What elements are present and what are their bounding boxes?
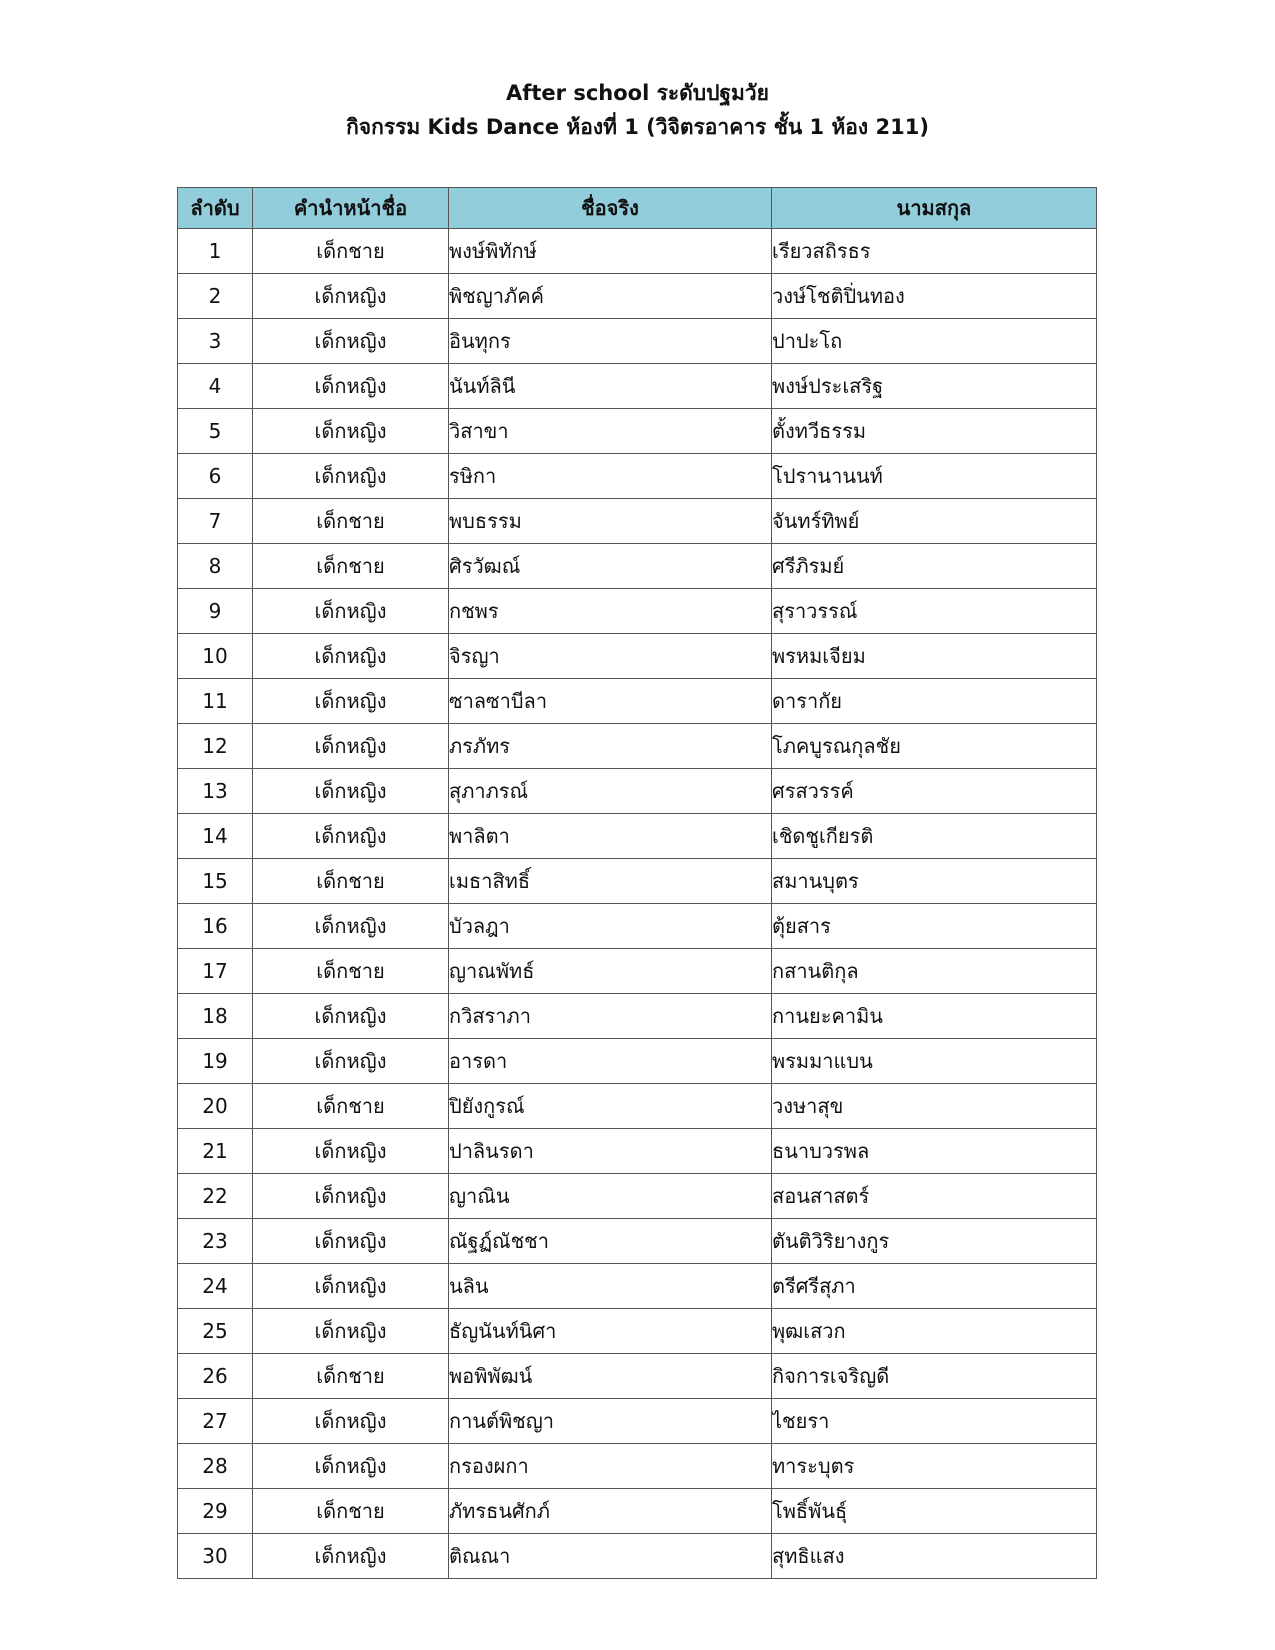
- table-row: [178, 1309, 1097, 1354]
- column-header-number: ลำดับ: [178, 188, 253, 229]
- first-name: นลิน: [449, 1264, 772, 1309]
- table-row: [178, 1219, 1097, 1264]
- table-body: [178, 229, 1097, 1579]
- last-name: สมานบุตร: [772, 859, 1097, 904]
- last-name: กานยะคามิน: [772, 994, 1097, 1039]
- table-row: [178, 1264, 1097, 1309]
- name-prefix: เด็กชาย: [253, 1084, 449, 1129]
- last-name: ตุ้ยสาร: [772, 904, 1097, 949]
- table-row: [178, 1444, 1097, 1489]
- table-row: [178, 859, 1097, 904]
- row-number: 4: [178, 364, 253, 409]
- table-row: [178, 904, 1097, 949]
- table-row: [178, 1534, 1097, 1579]
- first-name: พิชญาภัคค์: [449, 274, 772, 319]
- first-name: ภัทรธนศักภ์: [449, 1489, 772, 1534]
- last-name: ตั้งทวีธรรม: [772, 409, 1097, 454]
- row-number: 30: [178, 1534, 253, 1579]
- row-number: 1: [178, 229, 253, 274]
- first-name: อินทุกร: [449, 319, 772, 364]
- row-number: 6: [178, 454, 253, 499]
- last-name: โปรานานนท์: [772, 454, 1097, 499]
- name-prefix: เด็กหญิง: [253, 364, 449, 409]
- table-row: [178, 1354, 1097, 1399]
- name-prefix: เด็กหญิง: [253, 1444, 449, 1489]
- name-prefix: เด็กหญิง: [253, 1534, 449, 1579]
- table-row: [178, 589, 1097, 634]
- table-row: [178, 814, 1097, 859]
- row-number: 11: [178, 679, 253, 724]
- table-row: [178, 454, 1097, 499]
- row-number: 22: [178, 1174, 253, 1219]
- first-name: ศิรวัฒณ์: [449, 544, 772, 589]
- row-number: 24: [178, 1264, 253, 1309]
- first-name: ญาณิน: [449, 1174, 772, 1219]
- page-title: After school ระดับปฐมวัย: [506, 81, 769, 105]
- last-name: ดารากัย: [772, 679, 1097, 724]
- roster-table: [177, 187, 1097, 1579]
- row-number: 25: [178, 1309, 253, 1354]
- last-name: วงษาสุข: [772, 1084, 1097, 1129]
- first-name: พาลิตา: [449, 814, 772, 859]
- last-name: โพธิ์พันธุ์: [772, 1489, 1097, 1534]
- first-name: ติณณา: [449, 1534, 772, 1579]
- name-prefix: เด็กหญิง: [253, 679, 449, 724]
- name-prefix: เด็กหญิง: [253, 409, 449, 454]
- row-number: 3: [178, 319, 253, 364]
- header-row: [178, 188, 1097, 229]
- row-number: 10: [178, 634, 253, 679]
- table-row: [178, 274, 1097, 319]
- table-row: [178, 364, 1097, 409]
- row-number: 29: [178, 1489, 253, 1534]
- name-prefix: เด็กหญิง: [253, 1219, 449, 1264]
- first-name: บัวลฎา: [449, 904, 772, 949]
- table-row: [178, 949, 1097, 994]
- name-prefix: เด็กหญิง: [253, 1399, 449, 1444]
- last-name: ตรีศรีสุภา: [772, 1264, 1097, 1309]
- name-prefix: เด็กหญิง: [253, 994, 449, 1039]
- page-subtitle: กิจกรรม Kids Dance ห้องที่ 1 (วิจิตรอาคาร ชั้น 1 ห้อง 211): [346, 115, 929, 139]
- name-prefix: เด็กหญิง: [253, 904, 449, 949]
- table-row: [178, 229, 1097, 274]
- last-name: ตันติวิริยางกูร: [772, 1219, 1097, 1264]
- name-prefix: เด็กหญิง: [253, 634, 449, 679]
- last-name: จันทร์ทิพย์: [772, 499, 1097, 544]
- table-row: [178, 409, 1097, 454]
- row-number: 15: [178, 859, 253, 904]
- first-name: ณัฐฏ์ณัชชา: [449, 1219, 772, 1264]
- last-name: ปาปะโถ: [772, 319, 1097, 364]
- row-number: 5: [178, 409, 253, 454]
- row-number: 17: [178, 949, 253, 994]
- page-header: [0, 76, 1275, 144]
- table-row: [178, 994, 1097, 1039]
- last-name: ศรีภิรมย์: [772, 544, 1097, 589]
- first-name: นันท์ลินี: [449, 364, 772, 409]
- row-number: 21: [178, 1129, 253, 1174]
- table-header: [178, 188, 1097, 229]
- first-name: พบธรรม: [449, 499, 772, 544]
- first-name: ปิยังกูรณ์: [449, 1084, 772, 1129]
- last-name: พุฒเสวก: [772, 1309, 1097, 1354]
- name-prefix: เด็กชาย: [253, 1489, 449, 1534]
- row-number: 8: [178, 544, 253, 589]
- last-name: สุทธิแสง: [772, 1534, 1097, 1579]
- first-name: จิรญา: [449, 634, 772, 679]
- first-name: ภรภัทร: [449, 724, 772, 769]
- row-number: 12: [178, 724, 253, 769]
- row-number: 18: [178, 994, 253, 1039]
- first-name: กรองผกา: [449, 1444, 772, 1489]
- column-header-first-name: ชื่อจริง: [449, 188, 772, 229]
- table-row: [178, 1039, 1097, 1084]
- row-number: 7: [178, 499, 253, 544]
- table-row: [178, 724, 1097, 769]
- last-name: กสานติกุล: [772, 949, 1097, 994]
- first-name: รษิกา: [449, 454, 772, 499]
- name-prefix: เด็กชาย: [253, 229, 449, 274]
- name-prefix: เด็กหญิง: [253, 319, 449, 364]
- first-name: ปาลินรดา: [449, 1129, 772, 1174]
- table-row: [178, 1489, 1097, 1534]
- row-number: 16: [178, 904, 253, 949]
- table-row: [178, 1084, 1097, 1129]
- last-name: วงษ์โชติปิ่นทอง: [772, 274, 1097, 319]
- first-name: สุภาภรณ์: [449, 769, 772, 814]
- name-prefix: เด็กชาย: [253, 1354, 449, 1399]
- row-number: 26: [178, 1354, 253, 1399]
- table-row: [178, 544, 1097, 589]
- first-name: พงษ์พิทักษ์: [449, 229, 772, 274]
- name-prefix: เด็กหญิง: [253, 769, 449, 814]
- name-prefix: เด็กชาย: [253, 859, 449, 904]
- name-prefix: เด็กหญิง: [253, 724, 449, 769]
- row-number: 2: [178, 274, 253, 319]
- row-number: 27: [178, 1399, 253, 1444]
- last-name: เชิดชูเกียรติ: [772, 814, 1097, 859]
- last-name: พงษ์ประเสริฐ: [772, 364, 1097, 409]
- first-name: ซาลซาบีลา: [449, 679, 772, 724]
- name-prefix: เด็กชาย: [253, 499, 449, 544]
- last-name: กิจการเจริญดี: [772, 1354, 1097, 1399]
- last-name: พรมมาแบน: [772, 1039, 1097, 1084]
- row-number: 23: [178, 1219, 253, 1264]
- name-prefix: เด็กหญิง: [253, 1264, 449, 1309]
- table-row: [178, 1129, 1097, 1174]
- row-number: 9: [178, 589, 253, 634]
- last-name: โภคบูรณกุลชัย: [772, 724, 1097, 769]
- first-name: ธัญนันท์นิศา: [449, 1309, 772, 1354]
- last-name: สอนสาสตร์: [772, 1174, 1097, 1219]
- table-row: [178, 679, 1097, 724]
- name-prefix: เด็กหญิง: [253, 1309, 449, 1354]
- last-name: สุราวรรณ์: [772, 589, 1097, 634]
- first-name: เมธาสิทธิ์: [449, 859, 772, 904]
- last-name: ศรสวรรค์: [772, 769, 1097, 814]
- table-row: [178, 634, 1097, 679]
- table-row: [178, 1174, 1097, 1219]
- name-prefix: เด็กชาย: [253, 949, 449, 994]
- row-number: 20: [178, 1084, 253, 1129]
- name-prefix: เด็กหญิง: [253, 1039, 449, 1084]
- name-prefix: เด็กหญิง: [253, 589, 449, 634]
- first-name: กานต์พิชญา: [449, 1399, 772, 1444]
- last-name: ธนาบวรพล: [772, 1129, 1097, 1174]
- last-name: เรียวสถิรธร: [772, 229, 1097, 274]
- name-prefix: เด็กหญิง: [253, 1174, 449, 1219]
- row-number: 14: [178, 814, 253, 859]
- first-name: อารดา: [449, 1039, 772, 1084]
- table-row: [178, 1399, 1097, 1444]
- row-number: 13: [178, 769, 253, 814]
- first-name: วิสาขา: [449, 409, 772, 454]
- column-header-last-name: นามสกุล: [772, 188, 1097, 229]
- name-prefix: เด็กหญิง: [253, 274, 449, 319]
- table-row: [178, 769, 1097, 814]
- name-prefix: เด็กหญิง: [253, 454, 449, 499]
- last-name: ไชยรา: [772, 1399, 1097, 1444]
- first-name: ญาณพัทธ์: [449, 949, 772, 994]
- last-name: พรหมเจียม: [772, 634, 1097, 679]
- row-number: 28: [178, 1444, 253, 1489]
- row-number: 19: [178, 1039, 253, 1084]
- table-row: [178, 499, 1097, 544]
- column-header-prefix: คำนำหน้าชื่อ: [253, 188, 449, 229]
- table-row: [178, 319, 1097, 364]
- name-prefix: เด็กชาย: [253, 544, 449, 589]
- last-name: ทาระบุตร: [772, 1444, 1097, 1489]
- name-prefix: เด็กหญิง: [253, 814, 449, 859]
- first-name: พอพิพัฒน์: [449, 1354, 772, 1399]
- name-prefix: เด็กหญิง: [253, 1129, 449, 1174]
- first-name: กวิสราภา: [449, 994, 772, 1039]
- first-name: กชพร: [449, 589, 772, 634]
